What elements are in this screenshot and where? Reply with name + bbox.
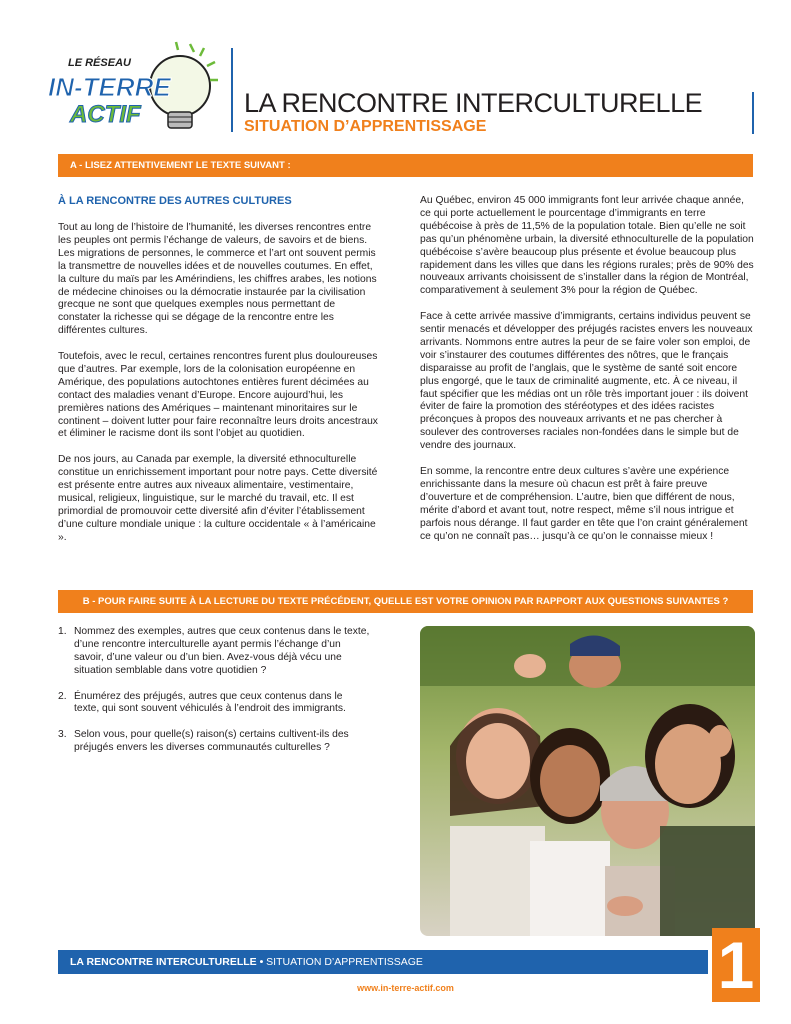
svg-text:ACTIF: ACTIF — [70, 101, 141, 128]
footer-title: LA RENCONTRE INTERCULTURELLE • — [70, 956, 264, 968]
reading-left-column — [58, 222, 378, 558]
paragraph: En somme, la rencontre entre deux cultures s’avère une expérience enrichissante dans la mesure où chacun est prêt à faire preuve d’ouverture et de compréhension. L’autre, bien que différent de nous, mérite d’abord et avant tout, notre respect, même s’il nous intrigue et parfois nous dérange. Il faut garder en tête que l’on craint généralement ce qu’on ne connaît pas… jusqu’à ce qu’on le connaisse mieux ! — [420, 466, 748, 542]
website-link[interactable]: www.in-terre-actif.com — [357, 983, 454, 993]
question-number: 2. — [58, 690, 67, 702]
group-photo — [420, 626, 755, 936]
reading-heading: À LA RENCONTRE DES AUTRES CULTURES — [58, 195, 292, 207]
svg-text:IN-TERRE: IN-TERRE — [48, 72, 171, 102]
page-subtitle: SITUATION D’APPRENTISSAGE — [244, 118, 487, 135]
question-item — [58, 691, 370, 717]
page-title: LA RENCONTRE INTERCULTURELLE — [244, 88, 703, 118]
footer-bar — [58, 950, 708, 974]
page-number: 1 — [712, 928, 760, 1002]
paragraph: Au Québec, environ 45 000 immigrants font leur arrivée chaque année, ce qui porte actuellement le pourcentage d’immigrants en terre québécoise à près de 11,5% de la population totale. Bien qu’elle ne soit pas qu’un phénomène urbain, la diversité ethnoculturelle de la population québécoise s’avère beaucoup plus présente et évolue beaucoup plus rapidement dans les villes que dans les régions rurales; près de 90% des nouveaux arrivants choisissent de s’installer dans la région de Montréal, comparativement à seulement 3% pour la région de Québec. — [420, 195, 754, 297]
paragraph: De nos jours, au Canada par exemple, la diversité ethnoculturelle constitue un enrichissement important pour notre pays. Cette diversité est présente entre autres aux niveaux alimentaire, vestimentaire, musical, religieux, linguistique, sur le marché du travail, etc. Il est primordial de promouvoir cette diversité afin d’éviter l’établissement d’une culture mondiale unique : la culture occidentale « à l’américaine ». — [58, 454, 378, 543]
question-number: 3. — [58, 729, 67, 741]
paragraph: Face à cette arrivée massive d’immigrants, certains individus peuvent se sentir menacés et développer des préjugés racistes envers les nouveaux arrivants. Nommons entre autres la peur de se faire voler son emploi, de voir s’instaurer des coutumes différentes des nôtres, que le français disparaisse au profit de l’anglais, que le système de santé soit encore plus engorgé, que le taux de criminalité augmente, etc. À ce niveau, il faut spécifier que les médias ont un rôle très important jouer : ils doivent éviter de faire la promotion des stéréotypes et des idées racistes préconçues à propos des nouveaux arrivants et ne pas chercher à soulever des controverses raciales non-fondées dans le simple but de vendre des journaux. — [420, 311, 753, 452]
svg-text:LE RÉSEAU: LE RÉSEAU — [68, 57, 131, 69]
section-b-bar: B - POUR FAIRE SUITE À LA LECTURE DU TEXTE PRÉCÉDENT, QUELLE EST VOTRE OPINION PAR RAPPORT AUX QUESTIONS SUIVANTES ? — [58, 590, 753, 613]
question-text: Énumérez des préjugés, autres que ceux contenus dans le texte, qui sont souvent véhiculés à l’endroit des immigrants. — [74, 690, 346, 715]
paragraph: Tout au long de l’histoire de l’humanité, les diverses rencontres entre les peuples ont permis l’échange de valeurs, de savoirs et de biens. Les migrations de personnes, le commerce et l’art ont souvent permis la transmettre de nouvelles idées et de nouvelles coutumes. En effet, la culture du maïs par les Amérindiens, les chiffres arabes, les notions de médecine chinoises ou la démocratie instaurée par la civilisation grecque ne sont que quelques exemples nous permettant de constater la richesse qui se dégage de la rencontre entre les différentes cultures. — [58, 222, 377, 337]
question-text: Selon vous, pour quelle(s) raison(s) certains cultivent-ils des préjugés envers les diverses communautés culturelles ? — [74, 729, 349, 754]
header-divider — [231, 48, 233, 132]
paragraph: Toutefois, avec le recul, certaines rencontres furent plus douloureuses que d’autres. Par exemple, lors de la colonisation européenne en Amérique, des populations autochtones entières furent décimées au contact des maladies venant d’Europe. Encore aujourd’hui, les premières nations des Amériques – maintenant minoritaires sur le continent – doivent lutter pour faire reconnaître leurs droits ancestraux et éliminer le racisme dont ils sont l’objet au quotidien. — [58, 351, 378, 440]
question-item — [58, 626, 370, 678]
question-text: Nommez des exemples, autres que ceux contenus dans le texte, d’une rencontre interculturelle ayant permis l’échange d’un savoir, d’une valeur ou d’un bien. Avez-vous déjà vécu une situation semblable dans votre quotidien ? — [74, 626, 370, 676]
in-terre-actif-logo — [40, 40, 220, 132]
reading-right-column — [420, 195, 755, 556]
question-item — [58, 729, 370, 755]
section-a-bar: A - LISEZ ATTENTIVEMENT LE TEXTE SUIVANT : — [58, 154, 753, 177]
question-number: 1. — [58, 626, 67, 637]
question-list — [58, 626, 370, 768]
footer-subtitle: SITUATION D’APPRENTISSAGE — [263, 956, 423, 968]
